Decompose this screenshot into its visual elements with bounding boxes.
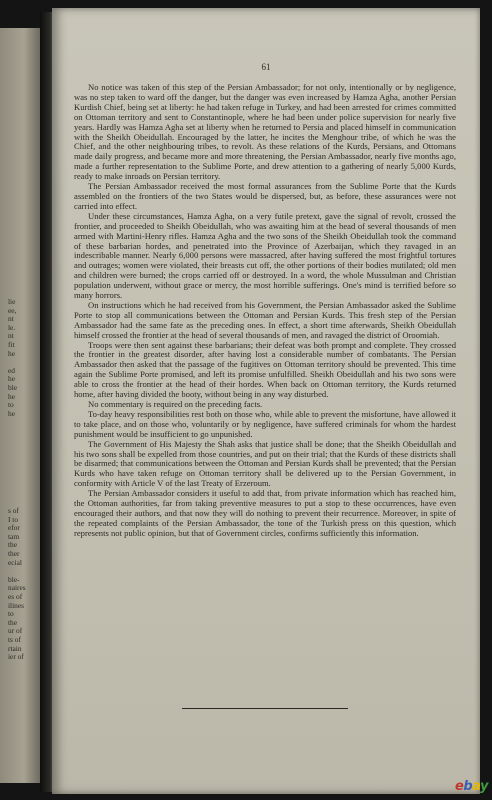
previous-page-fragment: nt bbox=[8, 331, 14, 341]
previous-page-fragment: nt bbox=[8, 314, 14, 324]
previous-page-fragment: ilines bbox=[8, 600, 25, 610]
previous-page-fragment: ther bbox=[8, 549, 20, 558]
previous-page-fragment: I to bbox=[8, 514, 19, 524]
previous-page-fragment: lie bbox=[8, 297, 16, 306]
previous-page-fragment: naires bbox=[8, 583, 26, 593]
paragraph: Troops were then sent against these barbarians; their defeat was both prompt and complete. They crossed the frontier in the greatest disorder, after having lost a considerable number of combatants. The Persian Ambassador then asked that the passage of the fugitives on Ottoman territory should be prevented. This time again the Sublime Porte promised, and left its promise unfulfilled. Sheikh Obeidullah and his two sons were able to cross the frontier at the head of their hordes. When back on Ottoman territory, the Kurds returned home, after having divided the booty, without being in any way disturbed. bbox=[74, 339, 456, 400]
book-page bbox=[52, 8, 480, 794]
paragraph: The Persian Ambassador considers it useful to add that, from private information which has reached him, the Ottoman authorities, far from taking preventive measures to put a stop to these occurrences, have even encouraged their authors, and that now they will do nothing to prevent their recurrence. Moreover, in spite of the repeated complaints of the Persian Ambassador, the tone of the Turkish press on this question, which represents not public opinion, but that of Government circles, confirms sufficiently this information. bbox=[74, 488, 456, 538]
paragraph: No commentary is required on the preceding facts. bbox=[88, 399, 263, 409]
previous-page-fragment: to bbox=[8, 609, 14, 619]
paragraph: Under these circumstances, Hamza Agha, on a very futile pretext, gave the signal of revolt, crossed the frontier, and proceeded to Sheikh Obeidullah, who was awaiting him at the head of several thousands of men armed with Martini-Henry rifles. Hamza Agha and the two sons of the Sheikh Obeidullah took the command of these barbarian hordes, and penetrated into the Province of Azerbaijan, which they ravaged in an indescribable manner. Nearly 6,000 persons were massacred, after having suffered the most frightful tortures and outrages; women were violated, their breasts cut off, the other portions of their bodies mutilated; old men and children were burned; the crops carried off or destroyed. In a word, the whole Mussulman and Christian population underwent, without grace or mercy, the most horrible sufferings. One's mind is terrified before so many horrors. bbox=[74, 210, 456, 301]
previous-page-fragment: le. bbox=[8, 322, 16, 332]
previous-page-fragment: efor bbox=[8, 523, 20, 533]
previous-page-fragment: ecial bbox=[8, 557, 22, 567]
previous-page-fragment: he bbox=[8, 348, 15, 358]
paragraph: The Persian Ambassador received the most formal assurances from the Sublime Porte that the Kurds assembled on the frontiers of the two States would be dispersed, but, as before, these assurances were not carried into effect. bbox=[74, 181, 456, 211]
previous-page-fragment: the bbox=[8, 617, 18, 627]
paragraph: The Government of His Majesty the Shah asks that justice shall be done; that the Sheikh Obeidullah and his two sons shall be expelled from those countries, and put on their trial; that the Kurds of these districts shall be disarmed; that communications between the Ottoman and Persian Kurds shall be prevented; that the Persian Kurds who have taken refuge on Ottoman territory shall be delivered up to the Persian Government, in conformity with Article V of the last Treaty of Erzeroum. bbox=[74, 438, 456, 489]
paragraph: To-day heavy responsibilities rest both on those who, while able to prevent the misfortune, have allowed it to take place, and on those who, voluntarily or by negligence, have suffered criminals for whom the hardest punishment would be insufficient to go unpunished. bbox=[74, 408, 456, 439]
previous-page-fragment: he bbox=[8, 374, 15, 384]
ebay-watermark-logo: ebay bbox=[455, 779, 488, 794]
horizontal-rule bbox=[182, 708, 348, 709]
previous-page-fragment: ur of bbox=[8, 626, 23, 636]
previous-page-fragment: es of bbox=[8, 592, 23, 601]
previous-page-fragment: he bbox=[8, 391, 15, 401]
previous-page-fragment: tam bbox=[8, 531, 20, 541]
previous-page-fragment: ble- bbox=[8, 574, 20, 584]
paragraph: No notice was taken of this step of the Persian Ambassador; for not only, intentionally or by negligence, was no step taken to ward off the danger, but the danger was even increased by Hamza Agha, another Persian Kurdish Chief, being set at liberty: he had taken refuge in Turkey, and had been arrested for crimes committed on Ottoman territory and sent to Constantinople, where he had been under police supervision for nearly five years. Hardly was Hamza Agha set at liberty when he returned to Persia and placed himself in communication with the Sheikh Obeidullah. Encouraged by the latter, he incites the Menghour tribe, of which he was the Chief, and the other neighbouring tribes, to revolt. As these relations of the Kurds, Persians, and Ottomans made daily progress, and became more and more threatening, the Persian Ambassador, nearly five months ago, made a further representation to the Sublime Porte, and drew attention to a gathering of nearly 5,000 Kurds, ready to make inroads on Persian territory. bbox=[74, 82, 456, 182]
body-text bbox=[74, 83, 456, 539]
paragraph: On instructions which he had received from his Government, the Persian Ambassador asked the Sublime Porte to stop all communications between the Ottoman and Persian Kurds. This fresh step of the Persian Ambassador had the same fate as the preceding ones. In effect, a short time afterwards, Sheikh Obeidullah himself crossed the frontier at the head of several thousands of men, and ravaged the district of Oroomiah. bbox=[74, 299, 456, 340]
previous-page-fragment: rtain bbox=[8, 643, 22, 653]
previous-page-fragment: ier of bbox=[8, 652, 24, 662]
previous-page-fragment: to bbox=[8, 400, 14, 410]
previous-page-fragment: ts of bbox=[8, 635, 21, 644]
previous-page-fragment: he bbox=[8, 408, 15, 418]
previous-page-fragment: fit bbox=[8, 340, 15, 349]
previous-page-fragment: s of bbox=[8, 506, 19, 515]
previous-page-fragment: ed bbox=[8, 365, 15, 375]
previous-page-fragment: the bbox=[8, 540, 18, 550]
previous-page-strip bbox=[0, 28, 40, 783]
page-number: 61 bbox=[261, 62, 271, 72]
previous-page-fragment: ee, bbox=[8, 305, 17, 315]
previous-page-fragment: ble bbox=[8, 383, 18, 392]
